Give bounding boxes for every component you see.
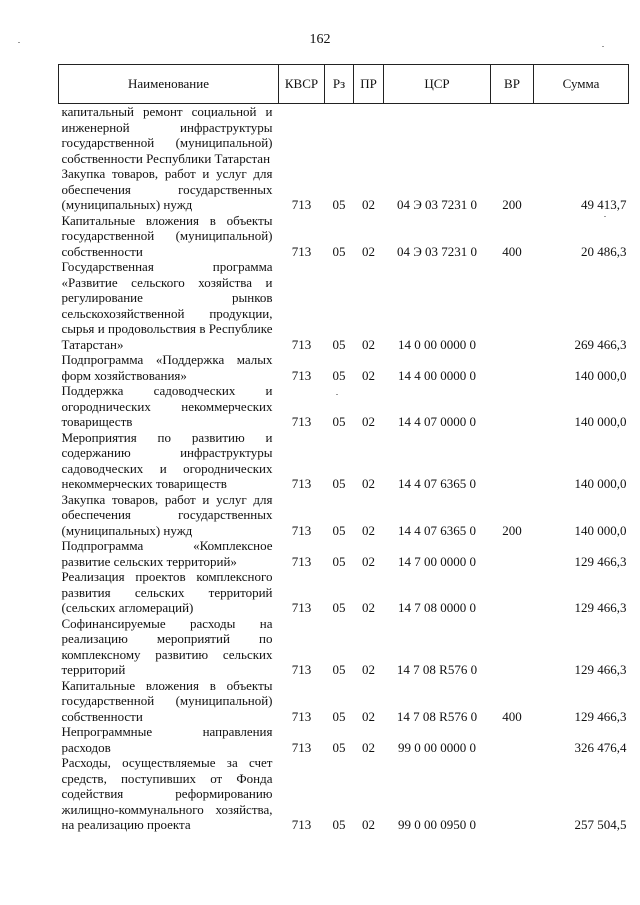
table-row: [59, 352, 629, 383]
row-csr: 14 4 07 0000 0: [398, 414, 476, 429]
row-kvsr: 713: [291, 739, 312, 755]
table-row: [59, 383, 629, 430]
table-row: [59, 616, 629, 678]
row-rz: 05: [332, 367, 346, 383]
header-kvsr: КВСР: [279, 65, 325, 104]
header-vr: ВР: [491, 65, 534, 104]
row-pr: 02: [362, 522, 375, 538]
row-name: Государственная программа «Развитие сельского хозяйства и регулирование рынков сельскохозяйственной продукции, сырья и продовольствия в Республике Татарстан»: [61, 259, 273, 352]
row-pr: 02: [362, 817, 375, 832]
row-csr: 14 0 00 0000 0: [398, 336, 476, 352]
header-csr: ЦСР: [384, 65, 491, 104]
row-name: Софинансируемые расходы на реализацию мероприятий по комплексному развитию сельских территорий: [61, 615, 273, 677]
row-name: Капитальные вложения в объекты государственной (муниципальной) собственности: [61, 212, 273, 259]
row-name: капитальный ремонт социальной и инженерной инфраструктуры государственной (муниципальной) собственности Республики Татарстан: [61, 104, 273, 166]
page-number: 162: [309, 32, 331, 47]
row-rz: 05: [332, 600, 346, 615]
row-csr: 14 7 08 R576 0: [396, 662, 478, 677]
row-rz: 05: [332, 336, 346, 352]
row-rz: 05: [332, 708, 346, 724]
row-csr: 14 4 00 0000 0: [398, 367, 476, 383]
row-kvsr: 713: [291, 662, 312, 677]
row-csr: 14 7 08 R576 0: [396, 708, 478, 724]
row-kvsr: 713: [291, 600, 312, 615]
row-kvsr: 713: [291, 708, 312, 724]
row-vr: [491, 383, 534, 430]
row-sum: 49 413,7: [581, 197, 627, 212]
row-sum: 326 476,4: [574, 739, 627, 755]
row-kvsr: 713: [291, 336, 312, 352]
row-rz: 05: [332, 243, 346, 259]
row-rz: 05: [332, 739, 346, 755]
table-row: [59, 538, 629, 569]
row-rz: 05: [332, 522, 346, 538]
row-sum: 269 466,3: [574, 336, 627, 352]
table-row: [59, 678, 629, 725]
row-vr: [491, 724, 534, 755]
row-kvsr: 713: [291, 522, 312, 538]
row-kvsr: 713: [291, 553, 312, 569]
row-kvsr: 713: [291, 367, 312, 383]
row-rz: 05: [332, 553, 346, 569]
row-kvsr: 713: [291, 197, 312, 212]
row-pr: 02: [362, 367, 375, 383]
row-pr: 02: [362, 708, 375, 724]
row-name: Расходы, осуществляемые за счет средств, поступивших от Фонда содействия реформированию жилищно-коммунального хозяйства, на реализацию проекта: [61, 755, 273, 832]
row-kvsr: [279, 104, 325, 167]
row-pr: 02: [362, 243, 375, 259]
row-csr: 04 Э 03 7231 0: [396, 197, 478, 212]
header-rz: Рз: [325, 65, 354, 104]
header-sum: Сумма: [534, 65, 629, 104]
row-csr: 14 4 07 6365 0: [398, 522, 476, 538]
row-vr: [491, 538, 534, 569]
table-row: [59, 259, 629, 352]
row-name: Закупка товаров, работ и услуг для обеспечения государственных (муниципальных) нужд: [61, 166, 273, 212]
row-sum: 140 000,0: [574, 476, 627, 491]
table-row: [59, 213, 629, 260]
row-sum: 129 466,3: [574, 708, 627, 724]
row-pr: 02: [362, 414, 375, 429]
row-name: Непрограммные направления расходов: [61, 724, 273, 755]
row-vr: 400: [502, 243, 522, 259]
row-pr: 02: [362, 553, 375, 569]
table-row: [59, 492, 629, 539]
row-sum: 140 000,0: [574, 367, 627, 383]
row-sum: 129 466,3: [574, 553, 627, 569]
row-rz: 05: [332, 197, 346, 212]
row-csr: 99 0 00 0950 0: [398, 817, 476, 832]
row-vr: [491, 616, 534, 678]
row-rz: 05: [332, 414, 346, 429]
scan-speck: [18, 42, 20, 43]
row-pr: 02: [362, 476, 375, 491]
row-vr: 200: [502, 197, 522, 212]
table-row: [59, 430, 629, 492]
row-vr: [491, 755, 534, 833]
row-csr: 99 0 00 0000 0: [398, 739, 476, 755]
scan-speck: [604, 216, 606, 217]
table-row: [59, 755, 629, 833]
header-name: Наименование: [59, 65, 279, 104]
row-name: Поддержка садоводческих и огороднических некоммерческих товариществ: [61, 383, 273, 429]
row-vr: [491, 259, 534, 352]
row-pr: 02: [362, 662, 375, 677]
row-kvsr: 713: [291, 476, 312, 491]
table-row: [59, 104, 629, 167]
row-name: Капитальные вложения в объекты государственной (муниципальной) собственности: [61, 677, 273, 724]
row-rz: [325, 104, 354, 167]
row-vr: 200: [502, 522, 522, 538]
row-sum: [534, 104, 629, 167]
row-vr: [491, 569, 534, 616]
row-sum: 257 504,5: [574, 817, 627, 832]
scan-speck: [336, 394, 338, 395]
budget-table: [58, 64, 629, 833]
row-rz: 05: [332, 662, 346, 677]
row-rz: 05: [332, 476, 346, 491]
table-row: [59, 166, 629, 213]
row-pr: 02: [362, 739, 375, 755]
row-sum: 140 000,0: [574, 522, 627, 538]
row-sum: 129 466,3: [574, 662, 627, 677]
table-row: [59, 724, 629, 755]
row-kvsr: 713: [291, 243, 312, 259]
table-row: [59, 569, 629, 616]
row-sum: 20 486,3: [581, 243, 627, 259]
row-csr: 04 Э 03 7231 0: [396, 243, 478, 259]
row-csr: 14 7 08 0000 0: [398, 600, 476, 615]
row-vr: 400: [502, 708, 522, 724]
row-pr: [354, 104, 384, 167]
row-csr: 14 4 07 6365 0: [398, 476, 476, 491]
row-kvsr: 713: [291, 817, 312, 832]
row-vr: [491, 352, 534, 383]
row-name: Реализация проектов комплексного развития сельских территорий (сельских агломераций): [61, 569, 273, 615]
row-vr: [491, 430, 534, 492]
header-pr: ПР: [354, 65, 384, 104]
row-rz: 05: [332, 817, 346, 832]
table-header-row: [59, 65, 629, 104]
row-pr: 02: [362, 197, 375, 212]
row-name: Закупка товаров, работ и услуг для обеспечения государственных (муниципальных) нужд: [61, 491, 273, 538]
scan-speck: [602, 46, 604, 47]
row-kvsr: 713: [291, 414, 312, 429]
row-csr: 14 7 00 0000 0: [398, 553, 476, 569]
row-name: Мероприятия по развитию и содержанию инфраструктуры садоводческих и огороднических некоммерческих товариществ: [61, 429, 273, 491]
row-csr: [384, 104, 491, 167]
row-vr: [491, 104, 534, 167]
row-sum: 129 466,3: [574, 600, 627, 615]
row-pr: 02: [362, 336, 375, 352]
row-name: Подпрограмма «Поддержка малых форм хозяйствования»: [61, 352, 273, 383]
row-sum: 140 000,0: [574, 414, 627, 429]
row-name: Подпрограмма «Комплексное развитие сельских территорий»: [61, 538, 273, 569]
row-pr: 02: [362, 600, 375, 615]
